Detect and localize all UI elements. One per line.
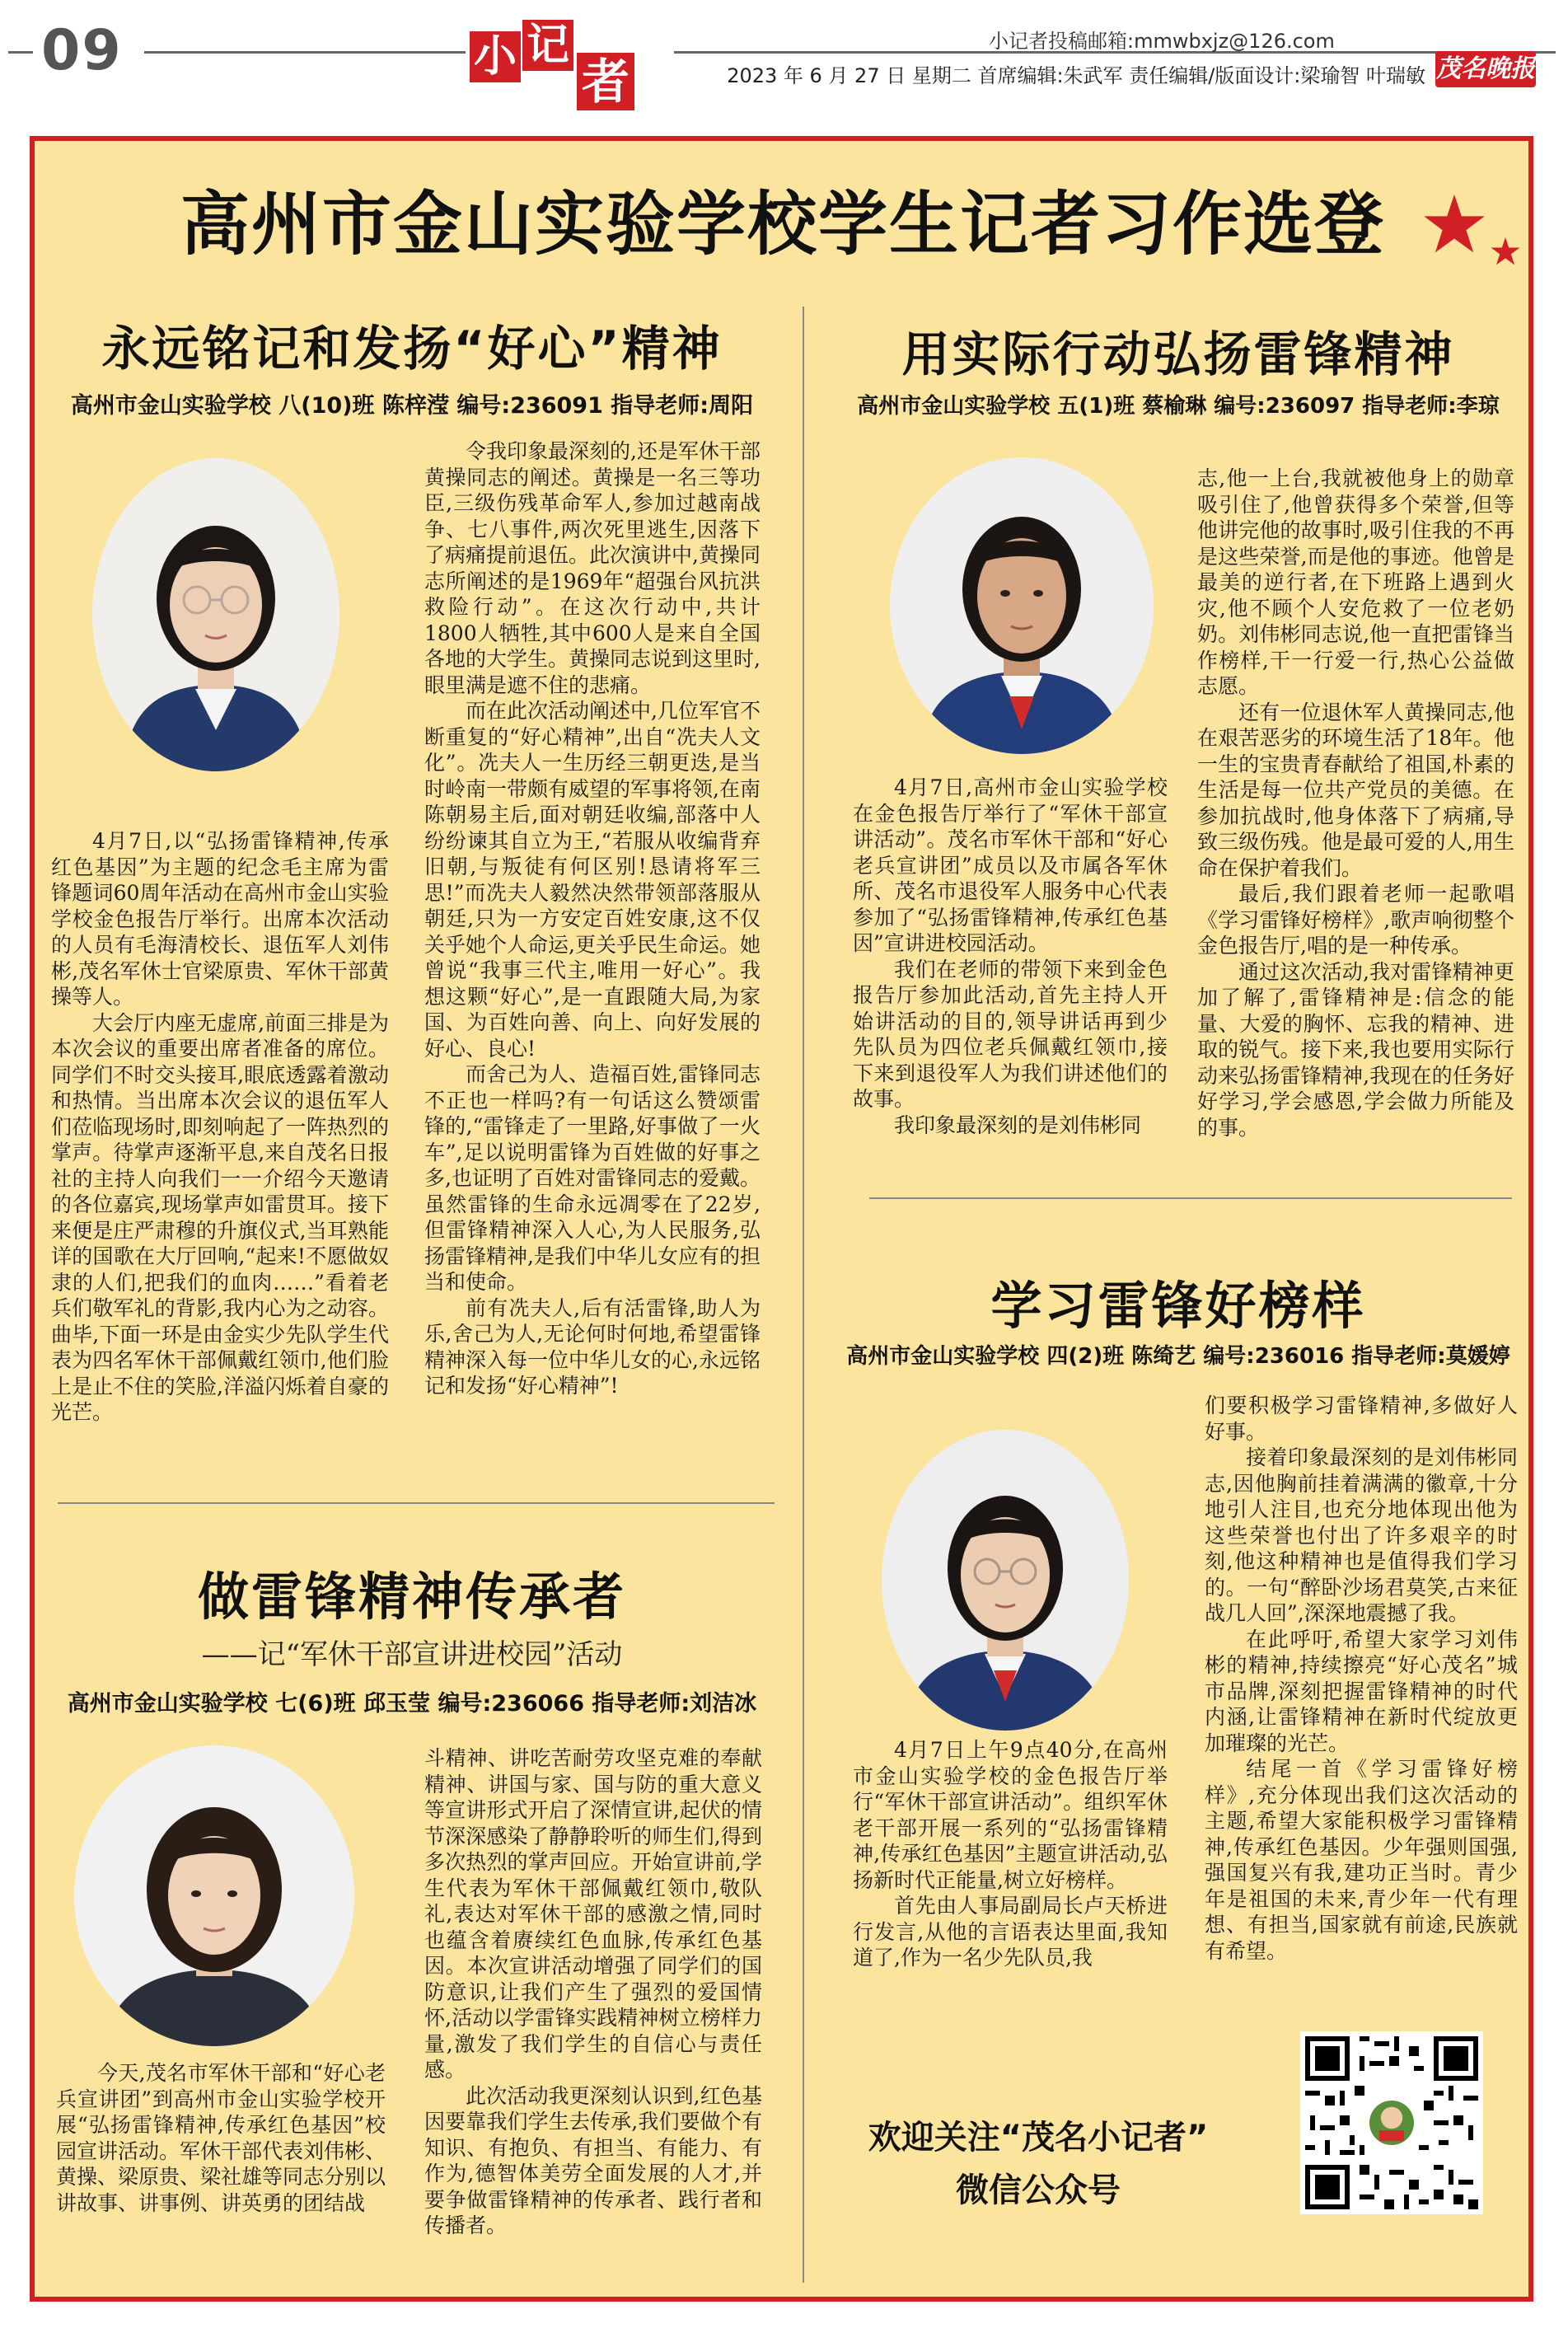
paragraph: 最后,我们跟着老师一起歌唱《学习雷锋好榜样》,歌声响彻整个金色报告厅,唱的是一种传承。 <box>1197 882 1514 958</box>
paragraph: 前有冼夫人,后有活雷锋,助人为乐,舍己为人,无论何时何地,希望雷锋精神深入每一位中华儿女的心,永远铭记和发扬“好心精神”! <box>424 1295 761 1398</box>
mailbox-text: 小记者投稿邮箱:mmwbxjz@126.com <box>989 30 1335 53</box>
paper-logo: 茂名晚报 <box>1435 51 1536 87</box>
article-title: 做雷锋精神传承者 <box>197 1567 626 1627</box>
wechat-qr-code[interactable] <box>1300 2031 1483 2214</box>
column-name-char: 记 <box>522 20 573 71</box>
article-column <box>424 438 761 1399</box>
article-column <box>51 828 389 1426</box>
paragraph: 我们在老师的带领下来到金色报告厅参加此活动,首先主持人开始讲活动的目的,领导讲话再到少先队员为四位老兵佩戴红领巾,接下来到退役军人为我们讲述他们的故事。 <box>853 957 1168 1111</box>
article-divider-right <box>869 1197 1512 1199</box>
student-photo <box>882 1430 1129 1731</box>
article-column <box>424 1745 762 2239</box>
paragraph: 4月7日,以“弘扬雷锋精神,传承红色基因”为主题的纪念毛主席为雷锋题词60周年活动在高州市金山实验学校金色报告厅举行。出席本次活动的人员有毛海清校长、退伍军人刘伟彬,茂名军休士官梁原贵、军休干部黄操等人。 <box>51 829 389 1009</box>
paragraph: 接着印象最深刻的是刘伟彬同志,因他胸前挂着满满的徽章,十分地引人注目,也充分地体现出他为这些荣誉也付出了许多艰辛的时刻,他这种精神也是值得我们学习的。一句“醉卧沙场君莫笑,古来征战几人回”,深深地震撼了我。 <box>1205 1445 1518 1625</box>
paragraph: 斗精神、讲吃苦耐劳攻坚克难的奉献精神、讲国与家、国与防的重大意义等宣讲形式开启了深情宣讲,起伏的情节深深感染了静静聆听的师生们,得到多次热烈的掌声回应。开始宣讲前,学生代表为军休干部佩戴红领巾,敬队礼,表达对军休干部的感激之情,同时也蕴含着赓续红色血脉,传承红色基因。本次宣讲活动增强了同学们的国防意识,让我们产生了强烈的爱国情怀,活动以学雷锋实践精神树立榜样力量,激发了我们学生的自信心与责任感。 <box>424 1746 762 2082</box>
article-byline: 高州市金山实验学校 四(2)班 陈绮艺 编号:236016 指导老师:莫媛婷 <box>846 1344 1510 1369</box>
paragraph: 4月7日,高州市金山实验学校在金色报告厅举行了“军休干部宣讲活动”。茂名市军休干部和“好心老兵宣讲团”成员以及市属各军休所、茂名市退役军人服务中心代表参加了“弘扬雷锋精神,传承红色基因”宣讲进校园活动。 <box>853 775 1168 955</box>
paragraph: 志,他一上台,我就被他身上的勋章吸引住了,他曾获得多个荣誉,但等他讲完他的故事时,吸引住我的不再是这些荣誉,而是他的事迹。他曾是最美的逆行者,在下班路上遇到火灾,他不顾个人安危救了一位老奶奶。刘伟彬同志说,他一直把雷锋当作榜样,干一行爱一行,热心公益做志愿。 <box>1197 466 1514 698</box>
paragraph: 首先由人事局副局长卢天桥进行发言,从他的言语表达里面,我知道了,作为一名少先队员,我 <box>853 1894 1168 1970</box>
paragraph: 在此呼吁,希望大家学习刘伟彬的精神,持续擦亮“好心茂名”城市品牌,深刻把握雷锋精神的时代内涵,让雷锋精神在新时代绽放更加璀璨的光芒。 <box>1205 1627 1518 1755</box>
paragraph: 令我印象最深刻的,还是军休干部黄操同志的阐述。黄操是一名三等功臣,三级伤残革命军人,参加过越南战争、七八事件,两次死里逃生,因落下了病痛提前退伍。此次演讲中,黄操同志所阐述的是1969年“超强台风抗洪救险行动”。在这次行动中,共计1800人牺牲,其中600人是来自全国各地的大学生。黄操同志说到这里时,眼里满是遮不住的悲痛。 <box>424 439 761 697</box>
student-photo <box>92 458 339 771</box>
article-column <box>1205 1393 1518 1964</box>
paragraph: 而舍己为人、造福百姓,雷锋同志不正也一样吗?有一句话这么赞颂雷锋的,“雷锋走了一里路,好事做了一火车”,足以说明雷锋为百姓做的好事之多,也证明了百姓对雷锋同志的爱戴。虽然雷锋的生命永远凋零在了22岁,但雷锋精神深入人心,为人民服务,弘扬雷锋精神,是我们中华儿女应有的担当和使命。 <box>424 1062 761 1294</box>
article-byline: 高州市金山实验学校 五(1)班 蔡榆琳 编号:236097 指导老师:李琼 <box>857 394 1500 419</box>
follow-line-2: 微信公众号 <box>956 2171 1121 2209</box>
student-photo <box>74 1745 354 2046</box>
article-title: 永远铭记和发扬“好心”精神 <box>101 321 723 377</box>
article-column <box>56 2060 386 2216</box>
article-divider-left <box>58 1502 775 1504</box>
student-photo <box>890 457 1154 754</box>
article-subtitle: ——记“军休干部宣讲进校园”活动 <box>201 1638 623 1671</box>
paragraph: 结尾一首《学习雷锋好榜样》,充分体现出我们这次活动的主题,希望大家能积极学习雷锋精神,传承红色基因。少年强则国强,强国复兴有我,建功正当时。青少年是祖国的未来,青少年一代有理想、有担当,国家就有前途,民族就有希望。 <box>1205 1757 1518 1963</box>
paragraph: 4月7日上午9点40分,在高州市金山实验学校的金色报告厅举行“军休干部宣讲活动”。组织军休老干部开展一系列的“弘扬雷锋精神,传承红色基因”主题宣讲活动,弘扬新时代正能量,树立好榜样。 <box>853 1738 1168 1892</box>
follow-line-1: 欢迎关注“茂名小记者” <box>868 2119 1209 2157</box>
paragraph: 还有一位退休军人黄操同志,他在艰苦恶劣的环境生活了18年。他一生的宝贵青春献给了祖国,朴素的生活是每一位共产党员的美德。在参加抗战时,他身体落下了病痛,导致三级伤残。他是最可爱的人,用生命在保护着我们。 <box>1197 700 1514 880</box>
paragraph: 今天,茂名市军休干部和“好心老兵宣讲团”到高州市金山实验学校开展“弘扬雷锋精神,传承红色基因”校园宣讲活动。军休干部代表刘伟彬、黄操、梁原贵、梁社雄等同志分别以讲故事、讲事例、讲英勇的团结战 <box>56 2061 386 2215</box>
column-name-char: 者 <box>577 53 634 110</box>
header-divider-mid <box>144 51 466 54</box>
column-divider-vertical <box>803 307 804 2283</box>
paragraph: 们要积极学习雷锋精神,多做好人好事。 <box>1205 1394 1518 1444</box>
star-small-icon <box>1490 236 1521 267</box>
column-name-char: 小 <box>470 31 521 82</box>
paragraph: 而在此次活动阐述中,几位军官不断重复的“好心精神”,出自“冼夫人文化”。冼夫人一生历经三朝更迭,是当时岭南一带颇有威望的军事将领,在南陈朝易主后,面对朝廷收编,部落中人纷纷谏其自立为王,“若服从收编背弃旧朝,与叛徒有何区别!恳请将军三思!”而冼夫人毅然决然带领部落服从朝廷,只为一方安定百姓安康,这不仅关乎她个人命运,更关乎民生命运。她曾说“我事三代主,唯用一好心”。我想这颗“好心”,是一直跟随大局,为家国、为百姓向善、向上、向好发展的好心、良心! <box>424 699 761 1061</box>
star-icon <box>1421 191 1487 257</box>
page-title: 高州市金山实验学校学生记者习作选登 <box>180 184 1385 265</box>
dateline: 2023 年 6 月 27 日 星期二 首席编辑:朱武军 责任编辑/版面设计:梁瑜智 叶瑞敏 <box>727 64 1425 87</box>
article-column <box>853 775 1168 1138</box>
column-name-badge <box>470 15 676 110</box>
page-number: 09 <box>41 18 123 83</box>
follow-prompt <box>824 2111 1252 2217</box>
paragraph: 我印象最深刻的是刘伟彬同 <box>894 1112 1142 1137</box>
paragraph: 大会厅内座无虚席,前面三排是为本次会议的重要出席者准备的席位。同学们不时交头接耳,眼底透露着激动和热情。当出席本次会议的退伍军人们莅临现场时,即刻响起了一阵热烈的掌声。待掌声逐渐平息,来自茂名日报社的主持人向我们一一介绍今天邀请的各位嘉宾,现场掌声如雷贯耳。接下来便是庄严肃穆的升旗仪式,当耳熟能详的国歌在大厅回响,“起来!不愿做奴隶的人们,把我们的血肉……”看着老兵们敬军礼的背影,我内心为之动容。曲毕,下面一环是由金实少先队学生代表为四名军休干部佩戴红领巾,他们脸上是止不住的笑脸,洋溢闪烁着自豪的光芒。 <box>51 1010 389 1424</box>
paragraph: 此次活动我更深刻认识到,红色基因要靠我们学生去传承,我们要做个有知识、有抱负、有担当、有能力、有作为,德智体美劳全面发展的人才,并要争做雷锋精神的传承者、践行者和传播者。 <box>424 2083 762 2237</box>
paragraph: 通过这次活动,我对雷锋精神更加了解了,雷锋精神是:信念的能量、大爱的胸怀、忘我的精神、进取的锐气。接下来,我也要用实际行动来弘扬雷锋精神,我现在的任务好好学习,学会感恩,学会做力所能及的事。 <box>1197 959 1514 1140</box>
article-column <box>853 1737 1168 1971</box>
article-byline: 高州市金山实验学校 七(6)班 邱玉莹 编号:236066 指导老师:刘洁冰 <box>67 1691 757 1717</box>
header-divider-left <box>8 51 33 54</box>
article-title: 用实际行动弘扬雷锋精神 <box>901 326 1455 382</box>
article-byline: 高州市金山实验学校 八(10)班 陈梓滢 编号:236091 指导老师:周阳 <box>70 393 754 419</box>
article-column <box>1197 466 1514 1141</box>
article-title: 学习雷锋好榜样 <box>990 1276 1366 1336</box>
